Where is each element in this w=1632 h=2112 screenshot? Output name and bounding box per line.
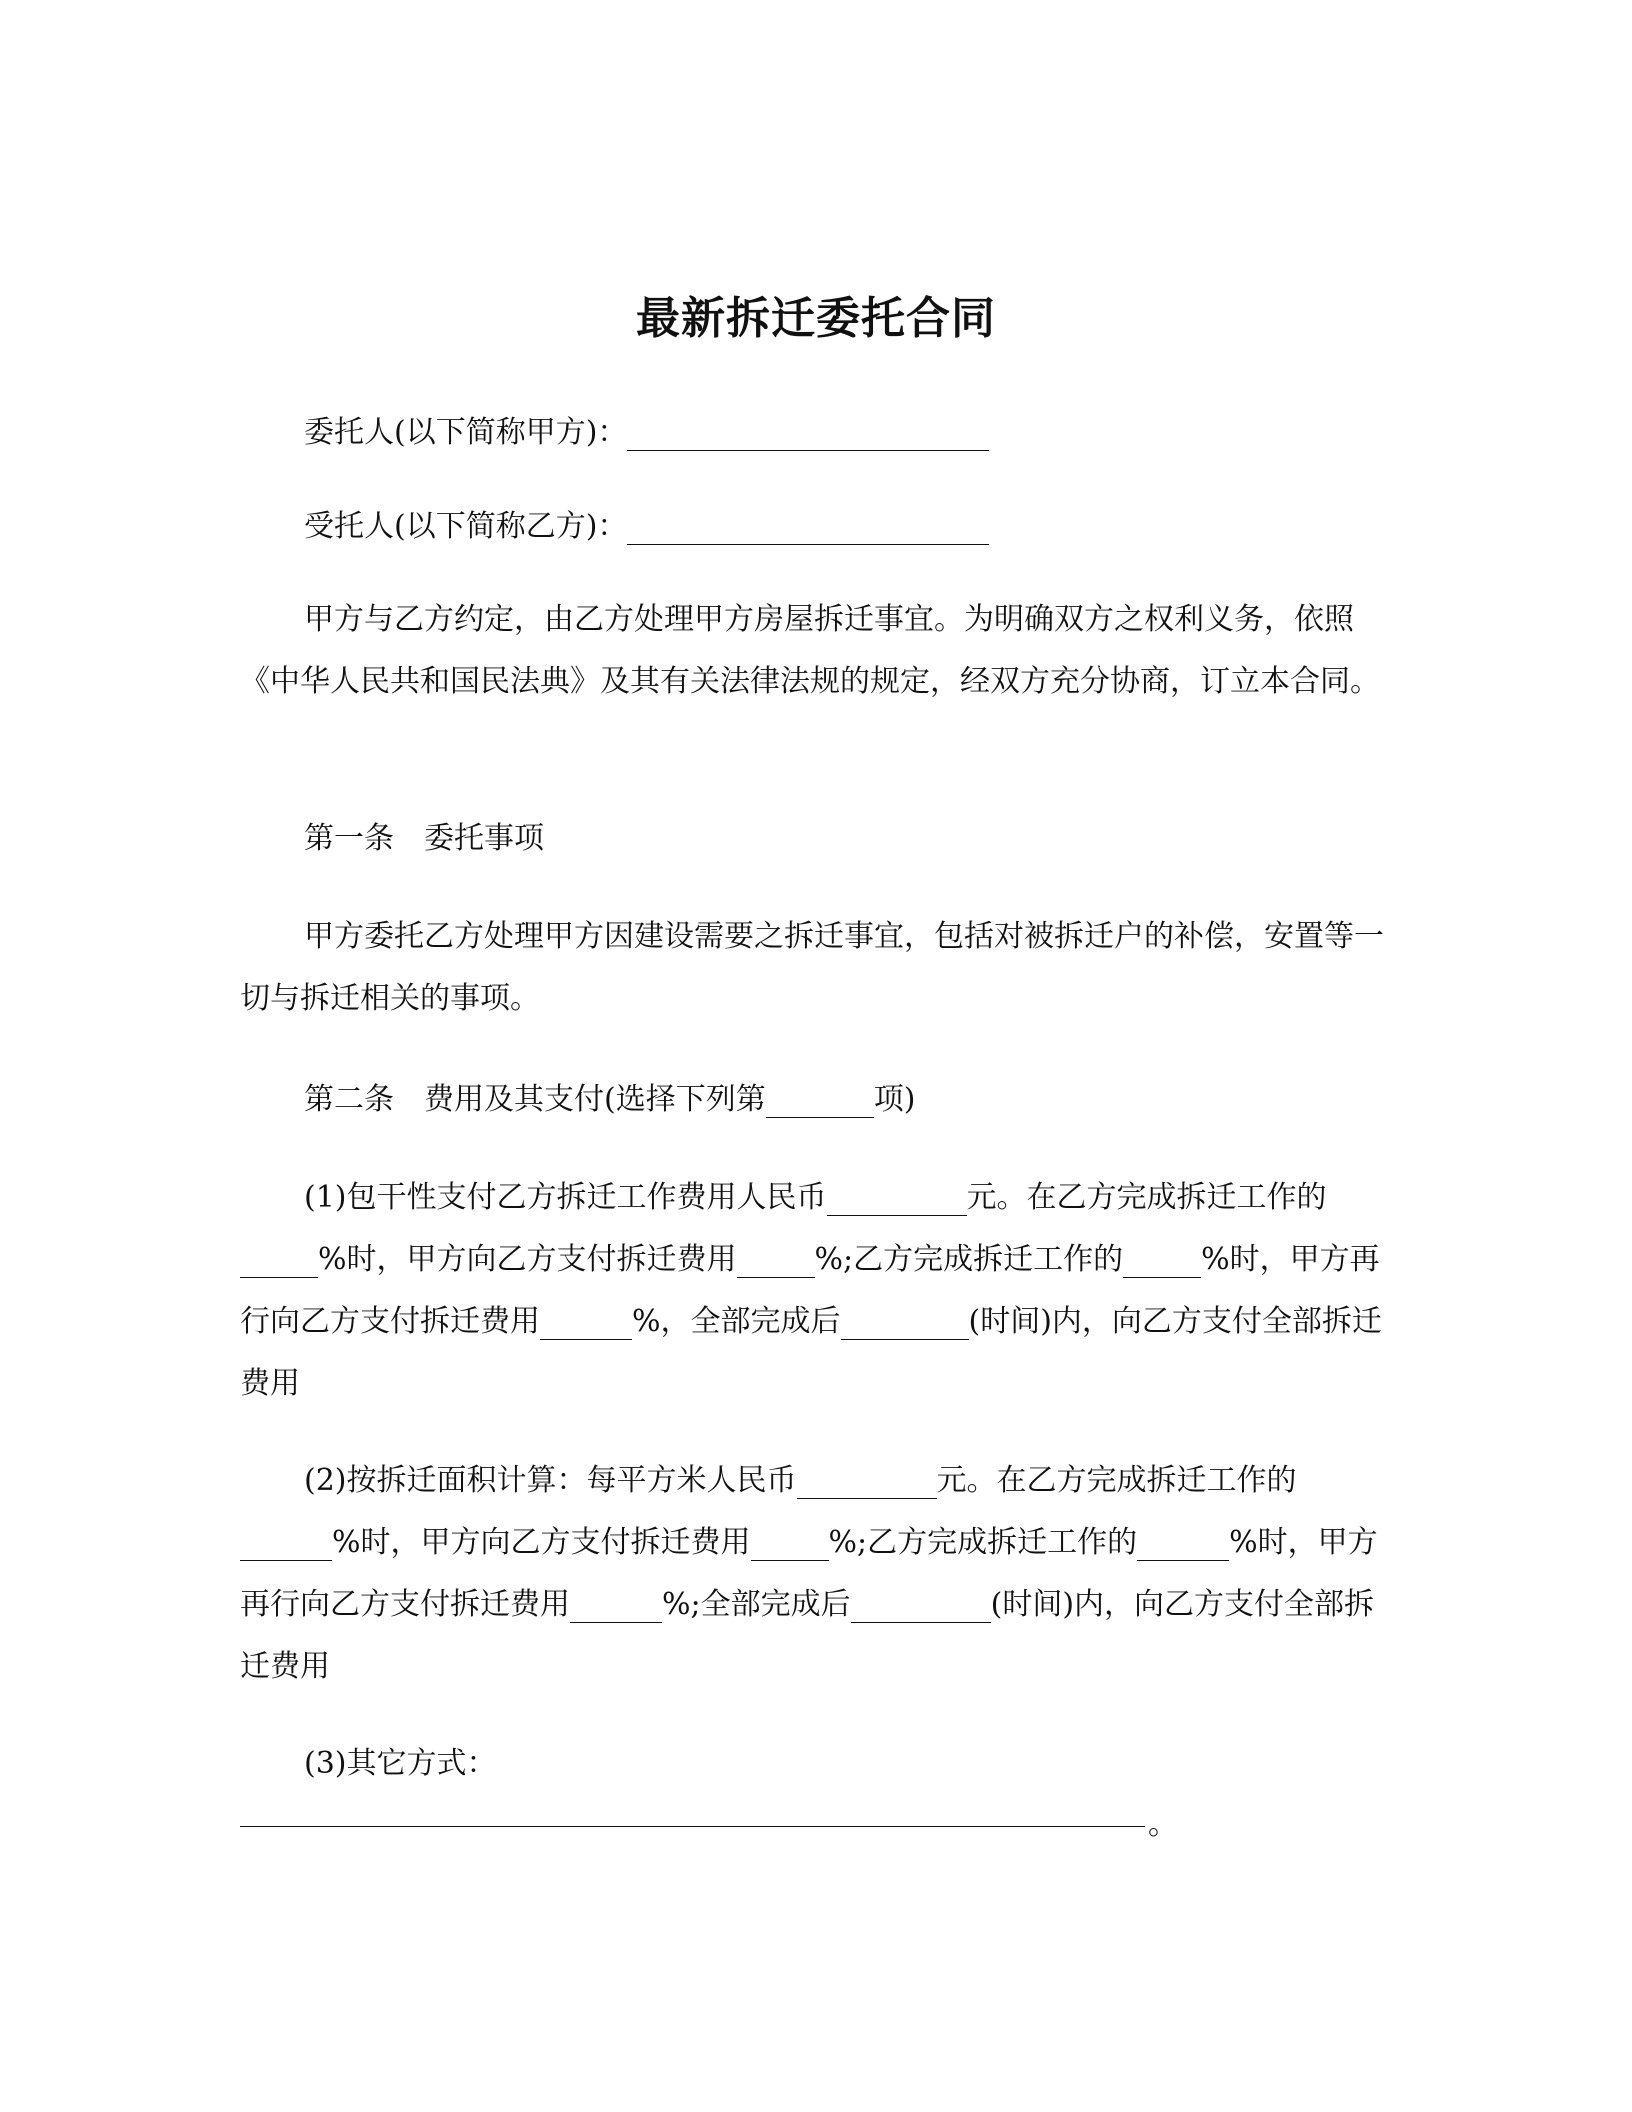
option1-amount-blank[interactable] xyxy=(827,1182,967,1216)
option2-text-7: (时间)内，向乙方支付全部拆迁费用 xyxy=(240,1587,1375,1684)
article2-heading-text: 第二条 费用及其支付(选择下列第 xyxy=(304,1082,766,1117)
article2-heading xyxy=(240,1069,1388,1131)
option1-text-1: (1)包干性支付乙方拆迁工作费用人民币 xyxy=(304,1180,827,1215)
party-b-label: 受托人(以下简称乙方)： xyxy=(304,509,628,544)
option1-time-blank[interactable] xyxy=(841,1306,969,1340)
article1-body: 甲方委托乙方处理甲方因建设需要之拆迁事宜，包括对被拆迁户的补偿，安置等一切与拆迁相关的事项。 xyxy=(240,919,1384,1016)
preamble-paragraph: 甲方与乙方约定，由乙方处理甲方房屋拆迁事宜。为明确双方之权利义务，依照《中华人民共和国民法典》及其有关法律法规的规定，经双方充分协商，订立本合同。 xyxy=(240,602,1380,699)
option2-paragraph xyxy=(240,1450,1388,1698)
option1-text-6: %，全部完成后 xyxy=(632,1304,841,1339)
option1-payment2-blank[interactable] xyxy=(540,1306,632,1340)
option1-text-2: 元。在乙方完成拆迁工作的 xyxy=(966,1180,1327,1215)
party-b-blank[interactable] xyxy=(627,511,989,545)
party-a-blank[interactable] xyxy=(627,417,989,451)
option2-text-2: 元。在乙方完成拆迁工作的 xyxy=(936,1463,1297,1498)
option2-amount-blank[interactable] xyxy=(797,1465,937,1499)
option1-text-7: (时间)内，向乙方支付全部拆迁费用 xyxy=(240,1304,1382,1401)
option2-text-4: %;乙方完成拆迁工作的 xyxy=(828,1525,1138,1560)
article2-heading-end: 项) xyxy=(873,1082,916,1117)
option2-text-6: %;全部完成后 xyxy=(662,1587,851,1622)
option3-other-method-blank[interactable] xyxy=(240,1826,1145,1827)
party-a-label: 委托人(以下简称甲方)： xyxy=(304,415,628,450)
option3-label: (3)其它方式： xyxy=(304,1746,497,1781)
option1-text-4: %;乙方完成拆迁工作的 xyxy=(814,1242,1124,1277)
option2-time-blank[interactable] xyxy=(851,1589,991,1623)
option2-text-1: (2)按拆迁面积计算：每平方米人民币 xyxy=(304,1463,797,1498)
option1-payment1-blank[interactable] xyxy=(737,1244,815,1278)
option-choice-blank[interactable] xyxy=(766,1084,874,1118)
option2-progress2-blank[interactable] xyxy=(1137,1527,1229,1561)
option2-payment1-blank[interactable] xyxy=(751,1527,829,1561)
party-b-line xyxy=(240,496,1388,558)
option2-text-5: %时，甲方再行向乙方支付拆迁费用 xyxy=(240,1525,1378,1622)
option2-text-3: %时，甲方向乙方支付拆迁费用 xyxy=(332,1525,751,1560)
document-title: 最新拆迁委托合同 xyxy=(636,293,996,344)
option1-progress1-blank[interactable] xyxy=(240,1244,318,1278)
option2-payment2-blank[interactable] xyxy=(570,1589,662,1623)
option3-end-mark: 。 xyxy=(1148,1807,1178,1842)
article1-heading: 第一条 委托事项 xyxy=(304,821,544,856)
option1-text-3: %时，甲方向乙方支付拆迁费用 xyxy=(318,1242,737,1277)
option1-progress2-blank[interactable] xyxy=(1123,1244,1201,1278)
option1-text-5: %时，甲方再行向乙方支付拆迁费用 xyxy=(240,1242,1380,1339)
option1-paragraph xyxy=(240,1167,1388,1415)
party-a-line xyxy=(240,402,1388,464)
option2-progress1-blank[interactable] xyxy=(240,1527,332,1561)
